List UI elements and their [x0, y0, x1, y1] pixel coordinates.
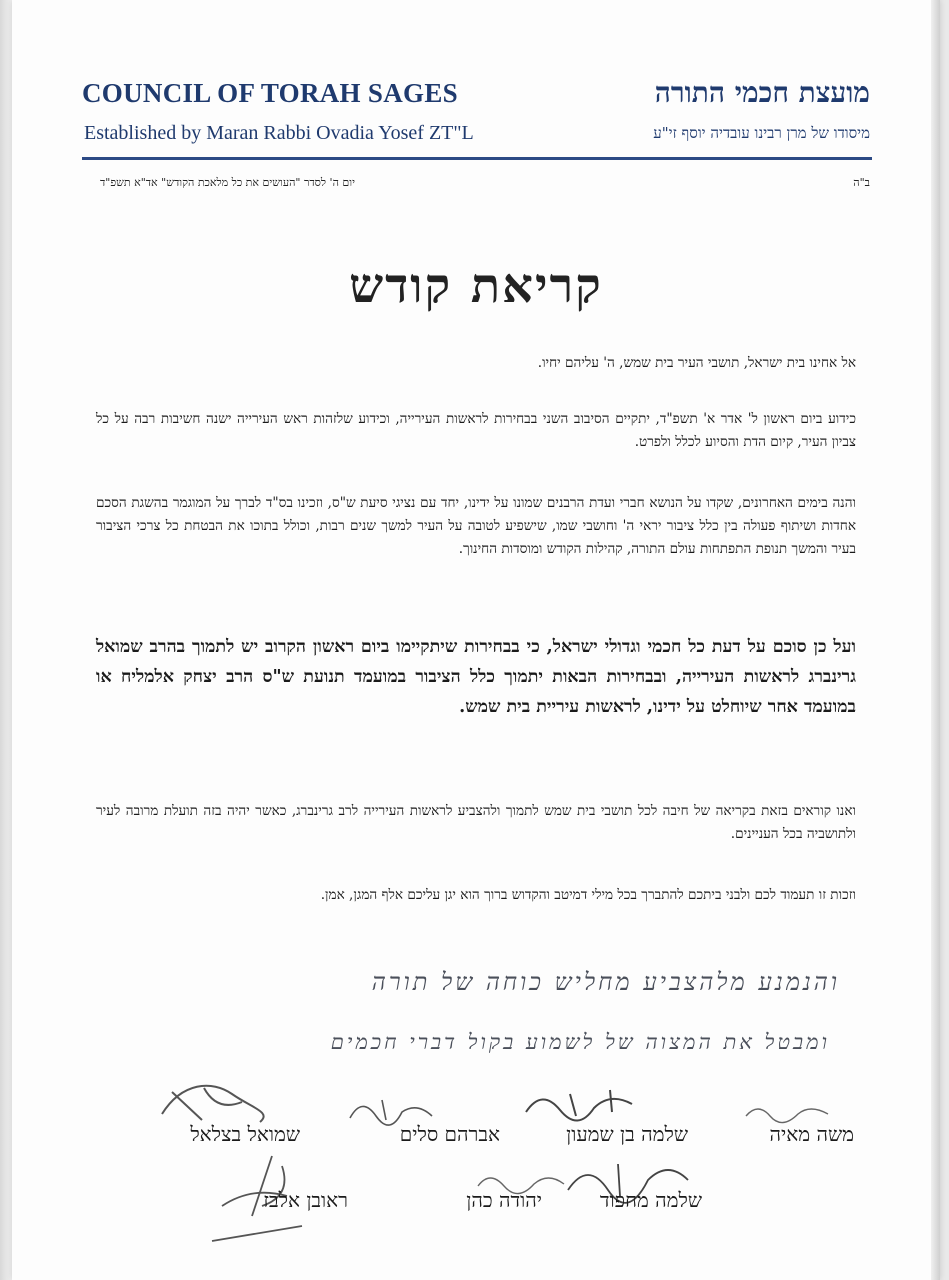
letter-title: קריאת קודש	[349, 258, 603, 314]
bh-mark: ב"ה	[853, 176, 870, 189]
letter-date: יום ה' לסדר "העושים את כל מלאכת הקודש" אד"א תשפ"ד	[100, 176, 355, 189]
english-org-title: COUNCIL OF TORAH SAGES	[82, 78, 458, 108]
paragraph-1: כידוע ביום ראשון ל' אדר א' תשפ"ד, יתקיים הסיבוב השני בבחירות לראשות העירייה, וכידוע שלזהות ראש העירייה ישנה חשיבות רבה על כל צביון העיר, קיום הדת והסיוע לכלל ולפרט.	[96, 411, 856, 450]
paragraph-2: והנה בימים האחרונים, שקדו על הנושא חברי ועדת הרבנים שמונו על ידינו, יחד עם נציגי סיעת ש"ס, וזכינו בס"ד לברך על המוגמר בהשגת הסכם אחדות ושיתוף פעולה בין כלל ציבור יראי ה' וחושבי שמו, שישפיע לטובה על העיר למשך שנים רבות, וכולל בתוכו את הבטחת כל צרכי הציבור בעיר והמשך תנופת התפתחות עולם התורה, קהילות הקודש ומוסדות החינוך.	[96, 495, 856, 557]
paragraph-4: ואנו קוראים בזאת בקריאה של חיבה לכל תושבי בית שמש לתמוך ולהצביע לראשות העירייה לרב גרינברג, כאשר יהיה בזה תועלת מרובה לעיר ולתושביה בכל העניינים.	[96, 803, 856, 842]
handwritten-line-1: והנמנע מלהצביע מחליש כוחה של תורה	[371, 968, 840, 996]
page-left-shadow	[0, 0, 12, 1280]
signature-name-3: אברהם סלים	[399, 1122, 500, 1146]
hebrew-org-title: מועצת חכמי התורה	[654, 76, 870, 109]
page-right-shadow	[931, 0, 940, 1280]
signature-name-4: שמואל בצלאל	[190, 1122, 300, 1146]
paragraph-5: וזכות זו תעמוד לכם ולבני ביתכם להתברך בכל מילי דמיטב והקדוש ברוך הוא יגן עליכם אלף המגן, אמן.	[320, 887, 856, 903]
signature-name-5: שלמה מחפוד	[599, 1188, 702, 1212]
hebrew-org-subtitle: מיסודו של מרן רבינו עובדיה יוסף זי"ע	[653, 124, 870, 142]
paragraph-3-bold: ועל כן סוכם על דעת כל חכמי וגדולי ישראל, כי בבחירות שיתקיימו ביום ראשון הקרוב יש לתמוך בהרב שמואל גרינברג לראשות העירייה, ובבחירות הבאות יתמוך כלל הציבור במועמד תנועת ש"ס הרב יצחק אלמליח או במועמד אחר שיוחלט על ידינו, לראשות עיריית בית שמש.	[96, 637, 856, 717]
handwritten-line-2: ומבטל את המצוה של לשמוע בקול דברי חכמים	[330, 1030, 830, 1054]
signature-name-2: שלמה בן שמעון	[566, 1122, 688, 1146]
signature-name-1: משה מאיה	[769, 1122, 854, 1146]
header-divider	[82, 157, 872, 160]
signature-scribble-shlomo-ben-shimon	[520, 1082, 650, 1126]
english-org-subtitle: Established by Maran Rabbi Ovadia Yosef ZT"L	[84, 122, 474, 144]
signature-name-6: יהודה כהן	[466, 1188, 542, 1212]
letter-page	[12, 0, 940, 1280]
signature-name-7: ראובן אלבז	[263, 1188, 348, 1212]
greeting-line: אל אחינו בית ישראל, תושבי העיר בית שמש, ה' עליהם יחיו.	[537, 355, 856, 371]
